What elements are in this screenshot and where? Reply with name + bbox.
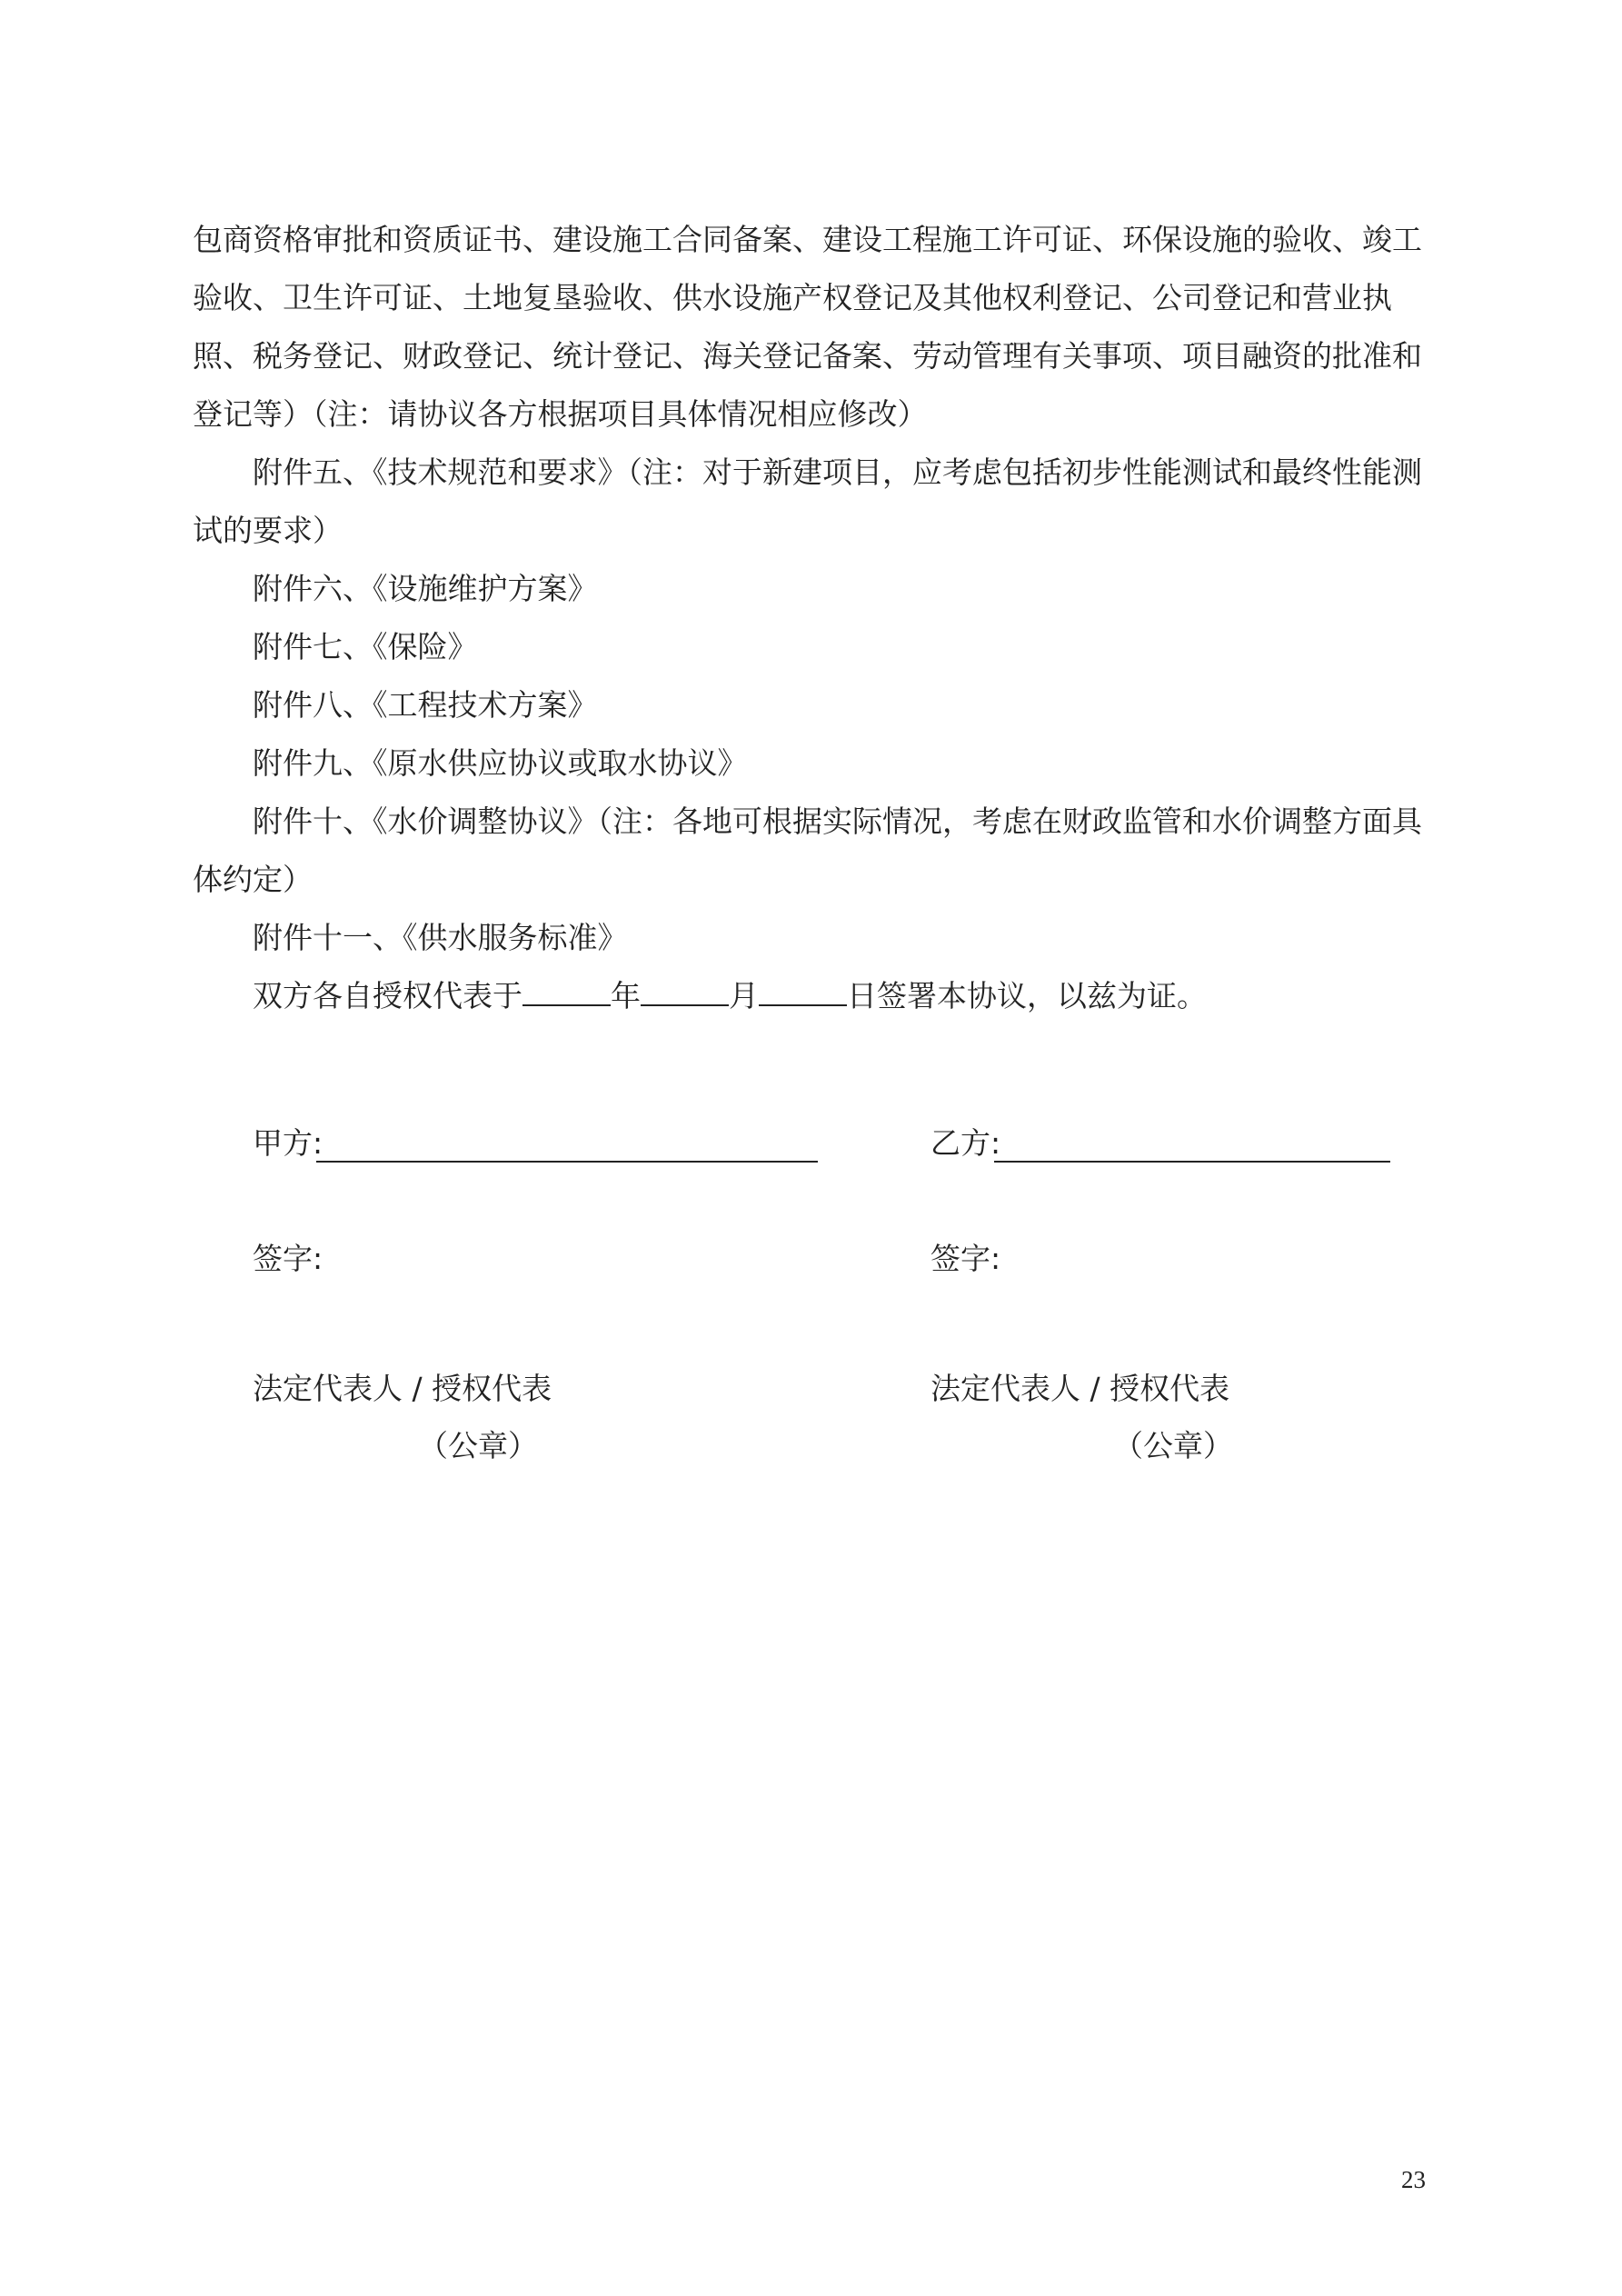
party-a-representative-label: 法定代表人 / 授权代表 <box>253 1371 552 1406</box>
signing-suffix: 日签署本协议，以兹为证。 <box>847 978 1207 1013</box>
paragraph-annex-5: 附件五、《技术规范和要求》（注：对于新建项目，应考虑包括初步性能测试和最终性能测试的要求） <box>193 454 1422 548</box>
page-number: 23 <box>1401 2166 1426 2193</box>
signing-prefix: 双方各自授权代表于 <box>253 978 522 1013</box>
party-b-name-line[interactable] <box>994 1161 1390 1163</box>
paragraph-annex-9: 附件九、《原水供应协议或取水协议》 <box>253 745 748 781</box>
signing-month-label: 月 <box>729 978 759 1013</box>
paragraph-annex-10: 附件十、《水价调整协议》（注：各地可根据实际情况，考虑在财政监管和水价调整方面具体约定） <box>193 804 1422 897</box>
day-blank <box>759 1003 847 1006</box>
month-blank <box>641 1003 729 1006</box>
paragraph-approvals-continued: 包商资格审批和资质证书、建设施工合同备案、建设工程施工许可证、环保设施的验收、竣工验收、卫生许可证、土地复垦验收、供水设施产权登记及其他权利登记、公司登记和营业执照、税务登记、财政登记、统计登记、海关登记备案、劳动管理有关事项、项目融资的批准和登记等）（注：请协议各方根据项目具体情况相应修改） <box>193 222 1422 432</box>
paragraph-annex-7: 附件七、《保险》 <box>253 629 478 664</box>
party-b-sign-label: 签字: <box>930 1241 1001 1276</box>
paragraph-annex-6: 附件六、《设施维护方案》 <box>253 571 598 606</box>
party-a-seal-label: （公章） <box>418 1428 538 1463</box>
party-a-sign-label: 签字: <box>253 1241 323 1276</box>
paragraph-annex-8: 附件八、《工程技术方案》 <box>253 687 598 723</box>
signing-sentence <box>193 967 1447 1025</box>
party-b-label: 乙方: <box>930 1125 1001 1161</box>
party-a-label: 甲方: <box>253 1125 323 1161</box>
paragraph-annex-11: 附件十一、《供水服务标准》 <box>253 920 628 955</box>
year-blank <box>522 1003 611 1006</box>
document-body <box>193 211 1447 1025</box>
signing-year-label: 年 <box>611 978 641 1013</box>
party-a-name-line[interactable] <box>316 1161 818 1163</box>
party-b-representative-label: 法定代表人 / 授权代表 <box>930 1371 1230 1406</box>
party-b-seal-label: （公章） <box>1113 1428 1233 1463</box>
